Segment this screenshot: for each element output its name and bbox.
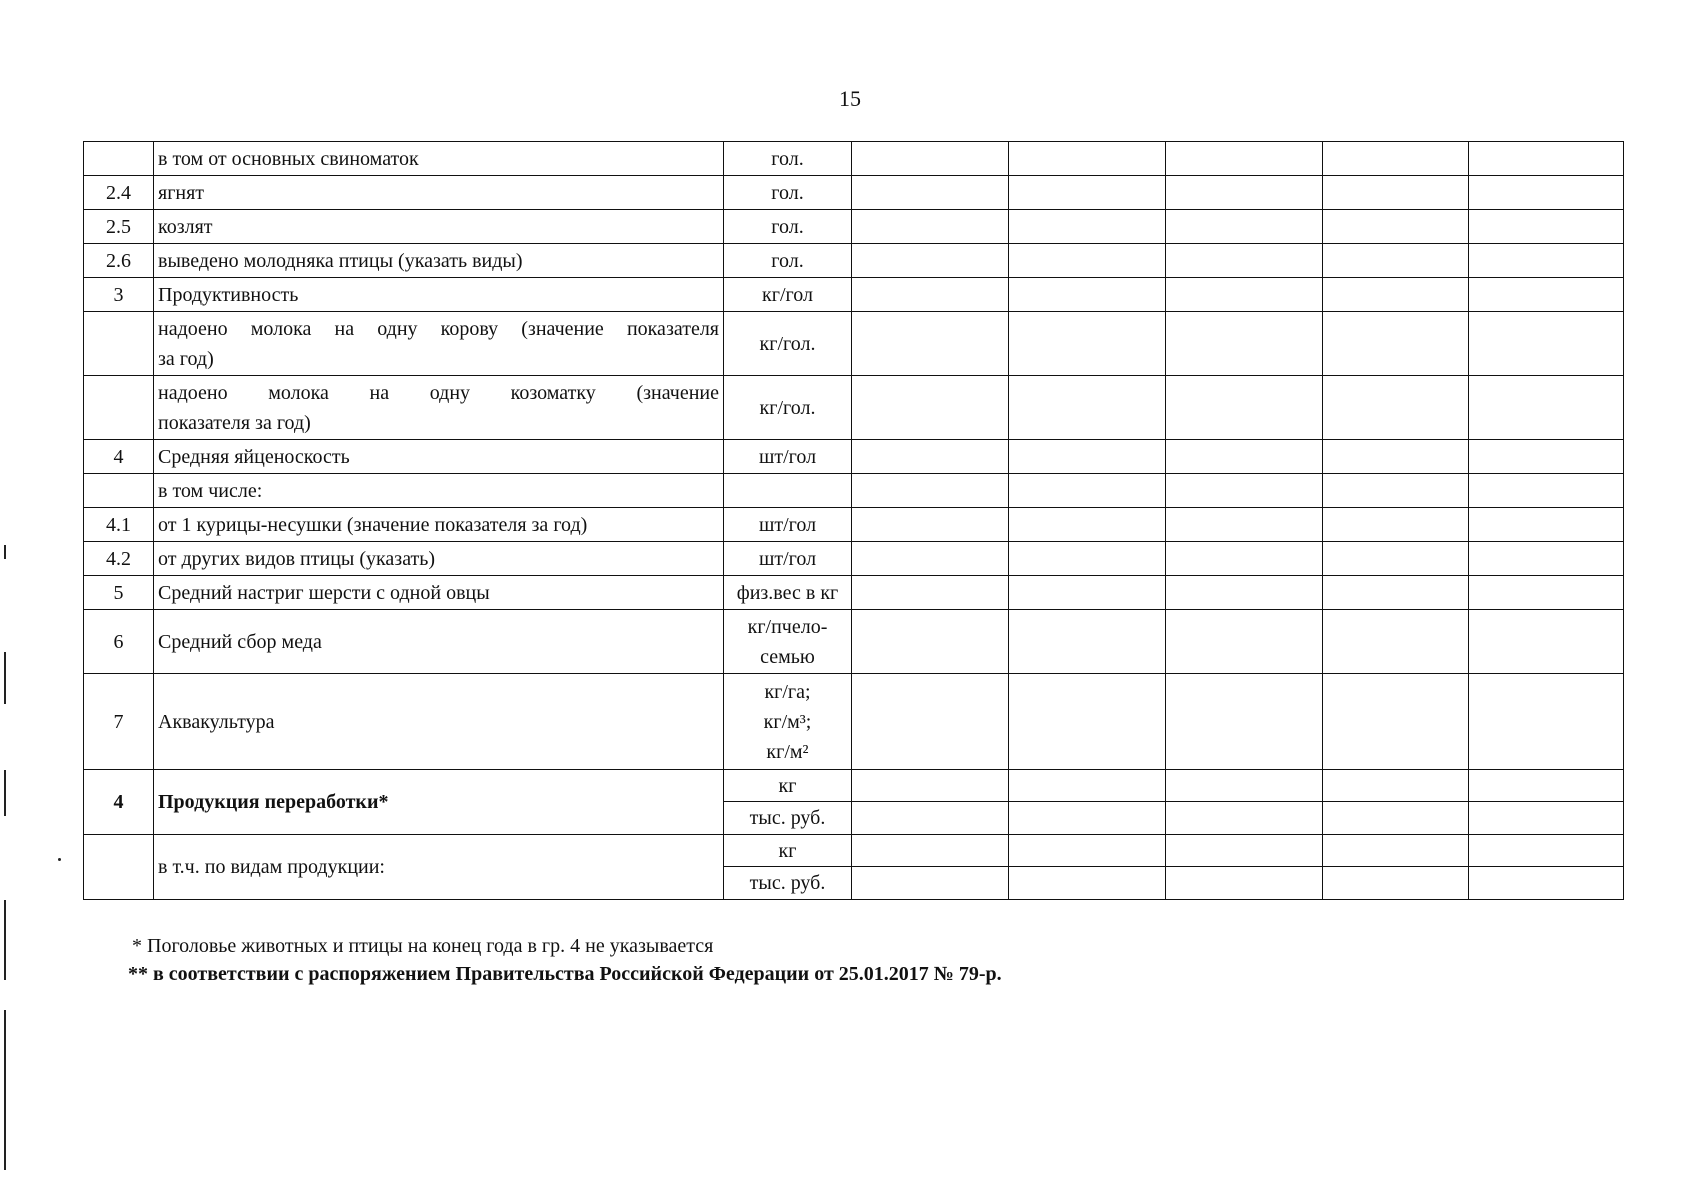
value-cell	[1166, 176, 1323, 210]
table-row	[84, 610, 1624, 674]
row-name: в том от основных свиноматок	[154, 142, 724, 176]
value-cell	[1469, 244, 1624, 278]
row-number	[84, 312, 154, 376]
value-cell	[1009, 610, 1166, 674]
indicators-table	[83, 141, 1624, 900]
value-cell	[1166, 244, 1323, 278]
value-cell	[1469, 610, 1624, 674]
value-cell	[1323, 176, 1469, 210]
row-unit: шт/гол	[724, 542, 852, 576]
row-number: 5	[84, 576, 154, 610]
row-name: в т.ч. по видам продукции:	[154, 835, 724, 900]
row-name	[154, 376, 724, 440]
table-row	[84, 210, 1624, 244]
value-cell	[1323, 376, 1469, 440]
value-cell	[852, 508, 1009, 542]
footnotes	[128, 932, 1002, 988]
value-cell	[852, 802, 1009, 835]
scan-margin-mark	[4, 545, 6, 559]
value-cell	[852, 312, 1009, 376]
value-cell	[852, 674, 1009, 770]
value-cell	[1166, 835, 1323, 867]
table-row	[84, 142, 1624, 176]
value-cell	[852, 474, 1009, 508]
row-number: 6	[84, 610, 154, 674]
row-number	[84, 142, 154, 176]
value-cell	[1323, 867, 1469, 900]
table-row	[84, 508, 1624, 542]
table-row	[84, 440, 1624, 474]
value-cell	[1166, 576, 1323, 610]
value-cell	[1323, 610, 1469, 674]
value-cell	[1009, 474, 1166, 508]
row-unit: кг	[724, 835, 852, 867]
value-cell	[1166, 312, 1323, 376]
row-unit: гол.	[724, 176, 852, 210]
row-unit: кг/гол	[724, 278, 852, 312]
row-name	[154, 312, 724, 376]
value-cell	[1323, 508, 1469, 542]
table-row	[84, 312, 1624, 376]
row-name-line1: надоено молока на одну козоматку (значение	[158, 381, 719, 404]
row-name: в том числе:	[154, 474, 724, 508]
value-cell	[852, 610, 1009, 674]
value-cell	[1166, 142, 1323, 176]
row-number	[84, 835, 154, 900]
value-cell	[1469, 542, 1624, 576]
table-row	[84, 542, 1624, 576]
value-cell	[1009, 867, 1166, 900]
value-cell	[1166, 802, 1323, 835]
footnote-1: * Поголовье животных и птицы на конец года в гр. 4 не указывается	[132, 935, 714, 957]
value-cell	[1469, 278, 1624, 312]
value-cell	[1009, 802, 1166, 835]
value-cell	[1323, 312, 1469, 376]
value-cell	[1009, 674, 1166, 770]
row-name: Средняя яйценоскость	[154, 440, 724, 474]
value-cell	[1166, 376, 1323, 440]
row-number: 3	[84, 278, 154, 312]
footnote-2: ** в соответствии с распоряжением Правительства Российской Федерации от 25.01.2017 № 79-р.	[128, 963, 1002, 985]
value-cell	[1166, 278, 1323, 312]
row-name: ягнят	[154, 176, 724, 210]
value-cell	[1469, 440, 1624, 474]
value-cell	[1009, 770, 1166, 802]
value-cell	[1009, 210, 1166, 244]
value-cell	[852, 770, 1009, 802]
value-cell	[1166, 867, 1323, 900]
row-number: 4.1	[84, 508, 154, 542]
value-cell	[1166, 508, 1323, 542]
row-name: выведено молодняка птицы (указать виды)	[154, 244, 724, 278]
value-cell	[1323, 142, 1469, 176]
row-number	[84, 376, 154, 440]
row-name-line2: показателя за год)	[158, 411, 311, 434]
row-unit: кг/гол.	[724, 312, 852, 376]
value-cell	[1323, 770, 1469, 802]
row-unit: кг	[724, 770, 852, 802]
value-cell	[1469, 802, 1624, 835]
value-cell	[1009, 440, 1166, 474]
row-name-line2: за год)	[158, 347, 214, 370]
value-cell	[1166, 542, 1323, 576]
value-cell	[1166, 440, 1323, 474]
value-cell	[1009, 142, 1166, 176]
row-number: 7	[84, 674, 154, 770]
table-row	[84, 576, 1624, 610]
scan-margin-mark	[4, 770, 6, 816]
row-name: Средний сбор меда	[154, 610, 724, 674]
row-name: Продукция переработки*	[154, 770, 724, 835]
row-unit-line2: кг/м³;	[763, 710, 812, 733]
row-name: от других видов птицы (указать)	[154, 542, 724, 576]
scan-margin-mark	[4, 900, 6, 980]
value-cell	[852, 440, 1009, 474]
row-number: 2.5	[84, 210, 154, 244]
value-cell	[1469, 176, 1624, 210]
row-unit: гол.	[724, 142, 852, 176]
value-cell	[852, 244, 1009, 278]
value-cell	[1469, 576, 1624, 610]
value-cell	[1009, 312, 1166, 376]
value-cell	[852, 278, 1009, 312]
row-name: Продуктивность	[154, 278, 724, 312]
table-row	[84, 835, 1624, 867]
value-cell	[852, 576, 1009, 610]
table-row	[84, 244, 1624, 278]
row-unit: физ.вес в кг	[724, 576, 852, 610]
row-name: Средний настриг шерсти с одной овцы	[154, 576, 724, 610]
value-cell	[852, 867, 1009, 900]
value-cell	[1323, 802, 1469, 835]
row-number: 4	[84, 770, 154, 835]
scan-margin-mark	[4, 652, 6, 704]
value-cell	[1009, 835, 1166, 867]
row-unit: гол.	[724, 244, 852, 278]
table-row	[84, 376, 1624, 440]
value-cell	[1323, 576, 1469, 610]
value-cell	[1323, 278, 1469, 312]
row-unit: шт/гол	[724, 508, 852, 542]
table-row	[84, 770, 1624, 802]
row-name: Аквакультура	[154, 674, 724, 770]
value-cell	[1009, 542, 1166, 576]
value-cell	[1009, 576, 1166, 610]
value-cell	[852, 376, 1009, 440]
row-unit: шт/гол	[724, 440, 852, 474]
value-cell	[1469, 770, 1624, 802]
row-unit: тыс. руб.	[724, 802, 852, 835]
value-cell	[1323, 440, 1469, 474]
row-unit-line3: кг/м²	[766, 740, 809, 763]
value-cell	[1469, 867, 1624, 900]
row-unit	[724, 674, 852, 770]
value-cell	[1469, 508, 1624, 542]
row-unit-line2: семью	[760, 645, 815, 668]
row-unit	[724, 474, 852, 508]
value-cell	[1009, 508, 1166, 542]
value-cell	[1323, 542, 1469, 576]
table-row	[84, 278, 1624, 312]
value-cell	[1323, 674, 1469, 770]
value-cell	[1469, 312, 1624, 376]
value-cell	[1469, 210, 1624, 244]
row-unit-line1: кг/га;	[764, 680, 811, 703]
row-name: козлят	[154, 210, 724, 244]
value-cell	[1469, 376, 1624, 440]
value-cell	[852, 210, 1009, 244]
row-unit: тыс. руб.	[724, 867, 852, 900]
row-unit-line1: кг/пчело-	[747, 615, 828, 638]
page-number: 15	[839, 86, 861, 111]
row-number: 4.2	[84, 542, 154, 576]
row-unit: кг/гол.	[724, 376, 852, 440]
value-cell	[1469, 474, 1624, 508]
value-cell	[1469, 142, 1624, 176]
table-row	[84, 474, 1624, 508]
value-cell	[852, 176, 1009, 210]
row-name-line1: надоено молока на одну корову (значение показателя	[158, 317, 719, 340]
row-number: 4	[84, 440, 154, 474]
value-cell	[852, 542, 1009, 576]
value-cell	[1166, 610, 1323, 674]
value-cell	[1323, 835, 1469, 867]
value-cell	[852, 142, 1009, 176]
row-unit: гол.	[724, 210, 852, 244]
scan-margin-mark	[4, 1010, 6, 1170]
row-unit	[724, 610, 852, 674]
value-cell	[1166, 474, 1323, 508]
value-cell	[1469, 835, 1624, 867]
value-cell	[1323, 210, 1469, 244]
value-cell	[1009, 376, 1166, 440]
table-row	[84, 674, 1624, 770]
value-cell	[1009, 244, 1166, 278]
value-cell	[852, 835, 1009, 867]
row-name: от 1 курицы-несушки (значение показателя за год)	[154, 508, 724, 542]
row-number	[84, 474, 154, 508]
scan-dot	[58, 858, 61, 861]
value-cell	[1009, 176, 1166, 210]
value-cell	[1166, 770, 1323, 802]
value-cell	[1009, 278, 1166, 312]
table-row	[84, 176, 1624, 210]
value-cell	[1166, 210, 1323, 244]
value-cell	[1323, 244, 1469, 278]
value-cell	[1323, 474, 1469, 508]
row-number: 2.4	[84, 176, 154, 210]
value-cell	[1166, 674, 1323, 770]
row-number: 2.6	[84, 244, 154, 278]
value-cell	[1469, 674, 1624, 770]
